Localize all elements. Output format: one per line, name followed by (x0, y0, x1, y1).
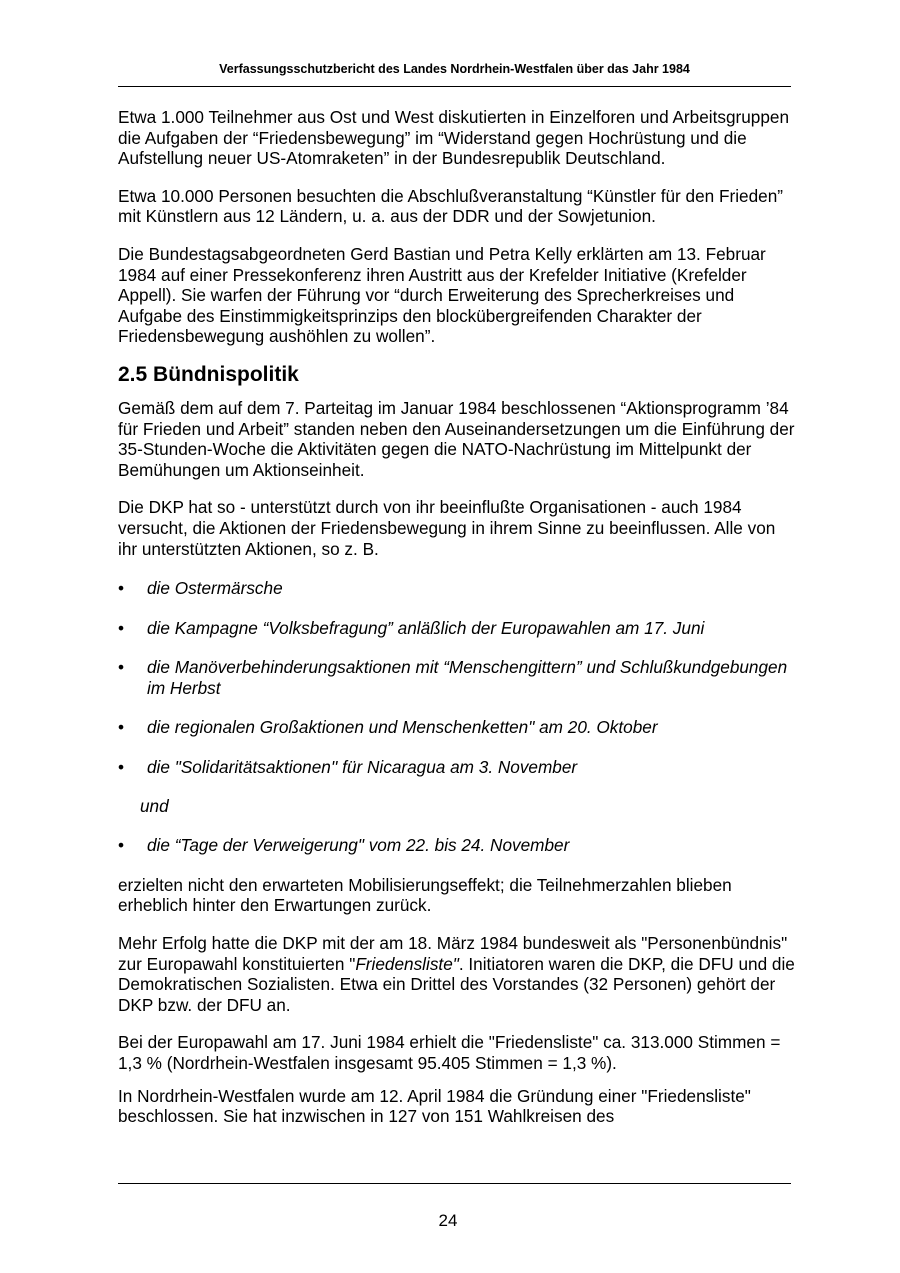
bullet-icon: • (118, 578, 125, 599)
action-list-continued (118, 835, 798, 856)
list-item: • die regionalen Großaktionen und Menschenketten" am 20. Oktober (118, 717, 658, 738)
section-heading: 2.5 Bündnispolitik (118, 362, 299, 386)
emphasis: Friedensliste" (355, 953, 459, 974)
bullet-icon: • (118, 717, 125, 738)
list-item: • die Ostermärsche (118, 578, 283, 599)
list-conjunction: und (140, 795, 169, 816)
action-list (118, 578, 798, 778)
list-item: • die Kampagne “Volksbefragung” anläßlich der Europawahlen am 17. Juni (118, 617, 705, 638)
paragraph: Die Bundestagsabgeordneten Gerd Bastian und Petra Kelly erklärten am 13. Februar 1984 auf einer Pressekonferenz ihren Austritt aus der Krefelder Initiative (Krefelder Appell). Sie warfen der Führung vor “durch Erweiterung des Sprecherkreises und Aufgabe des Einstimmigkeitsprinzips den blockübergreifenden Charakter der Friedensbewegung aushöhlen zu wollen”. (118, 243, 766, 347)
paragraph: Etwa 10.000 Personen besuchten die Abschlußveranstaltung “Künstler für den Frieden” mit Künstlern aus 12 Ländern, u. a. aus der DDR und der Sowjetunion. (118, 185, 783, 227)
footer-rule (118, 1183, 791, 1184)
bullet-icon: • (118, 757, 125, 778)
page-number: 24 (438, 1211, 458, 1230)
list-item: • die Manöverbehinderungsaktionen mit “Menschengittern” und Schlußkundgebungen im Herbst (118, 657, 788, 698)
paragraph: Bei der Europawahl am 17. Juni 1984 erhielt die "Friedensliste" ca. 313.000 Stimmen = 1,3 % (Nordrhein-Westfalen insgesamt 95.405 Stimmen = 1,3 %). (118, 1032, 781, 1073)
paragraph-friedensliste: Mehr Erfolg hatte die DKP mit der am 18. März 1984 bundesweit als "Personenbündnis" zur Europawahl konstituierten "Friedensliste". Initiatoren waren die DKP, die DFU und die Demokratischen Sozialisten. Etwa ein Drittel des Vorstandes (32 Personen) gehört der DKP bzw. der DFU an. (118, 933, 795, 1015)
bullet-icon: • (118, 617, 125, 638)
running-header: Verfassungsschutzbericht des Landes Nordrhein-Westfalen über das Jahr 1984 (219, 62, 690, 76)
bullet-icon: • (118, 835, 125, 856)
header-rule (118, 86, 791, 87)
paragraph: In Nordrhein-Westfalen wurde am 12. April 1984 die Gründung einer "Friedensliste" beschlossen. Sie hat inzwischen in 127 von 151 Wahlkreisen des (118, 1085, 751, 1127)
page-body (118, 107, 798, 1127)
list-item: • die "Solidaritätsaktionen'' für Nicaragua am 3. November (118, 757, 578, 778)
paragraph: erzielten nicht den erwarteten Mobilisierungseffekt; die Teilnehmerzahlen blieben erheblich hinter den Erwartungen zurück. (118, 874, 732, 916)
paragraph: Die DKP hat so - unterstützt durch von ihr beeinflußte Organisationen - auch 1984 versucht, die Aktionen der Friedensbewegung in ihrem Sinne zu beeinflussen. Alle von ihr unterstützten Aktionen, so z. B. (118, 497, 776, 559)
paragraph: Etwa 1.000 Teilnehmer aus Ost und West diskutierten in Einzelforen und Arbeitsgruppen die Aufgaben der “Friedensbewegung” im “Widerstand gegen Hochrüstung und die Aufstellung neuer US-Atomraketen” in der Bundesrepublik Deutschland. (118, 107, 790, 169)
list-item: • die “Tage der Verweigerung" vom 22. bis 24. November (118, 835, 570, 856)
bullet-icon: • (118, 657, 125, 678)
paragraph: Gemäß dem auf dem 7. Parteitag im Januar 1984 beschlossenen “Aktionsprogramm ’84 für Frieden und Arbeit” standen neben den Auseinandersetzungen um die Einführung der 35-Stunden-Woche die Aktivitäten gegen die NATO-Nachrüstung im Mittelpunkt der Bemühungen um Aktionseinheit. (118, 397, 795, 480)
